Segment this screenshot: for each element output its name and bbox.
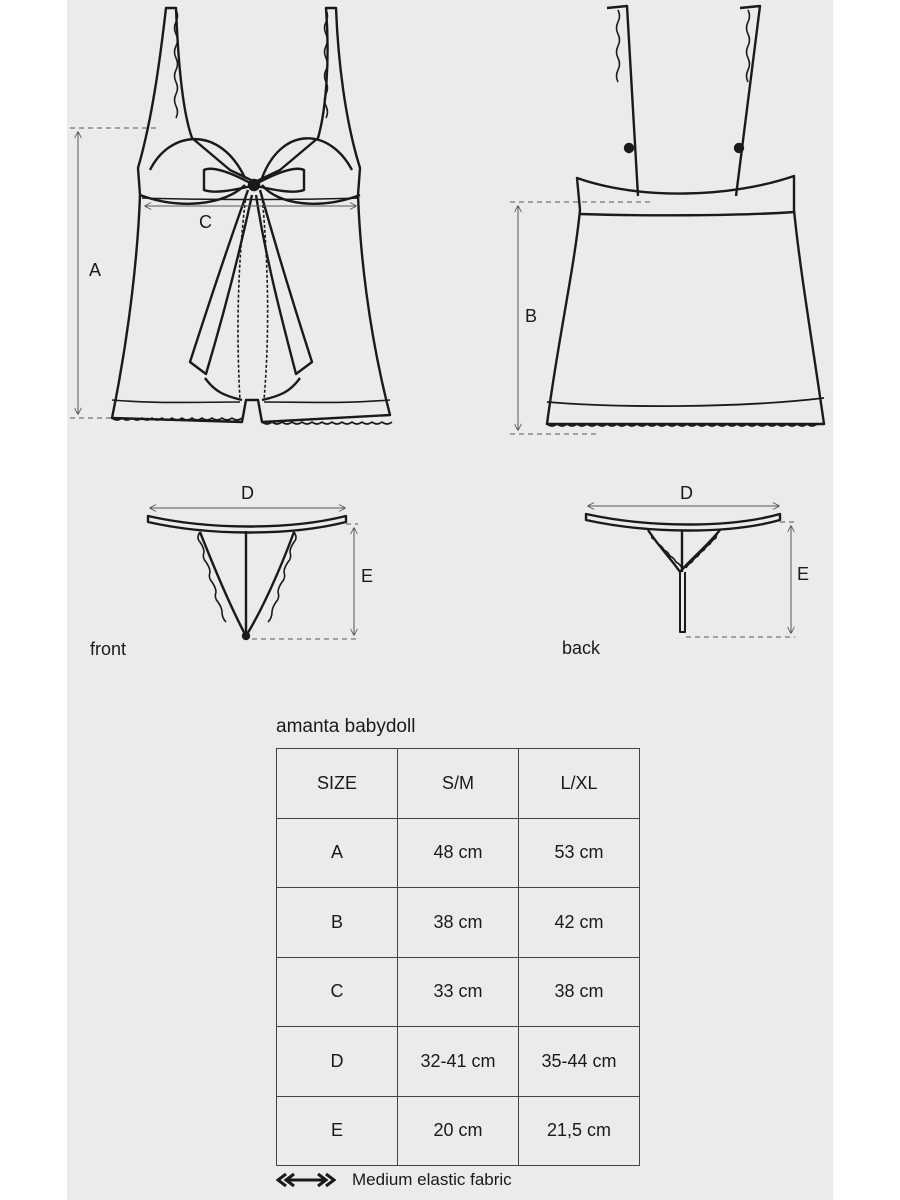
view-label-front: front bbox=[90, 639, 127, 659]
thong-front-drawing bbox=[148, 516, 346, 639]
product-title: amanta babydoll bbox=[276, 716, 416, 737]
header-cell: SIZE bbox=[277, 749, 398, 819]
thong-back-drawing bbox=[586, 514, 780, 632]
dimension-label-d-back: D bbox=[680, 483, 693, 503]
table-row bbox=[277, 888, 640, 958]
header-cell: S/M bbox=[398, 749, 519, 819]
size-chart-table bbox=[276, 748, 640, 1166]
table-cell: 33 cm bbox=[398, 957, 519, 1027]
table-cell: 48 cm bbox=[398, 818, 519, 888]
table-cell: C bbox=[277, 957, 398, 1027]
view-label-back: back bbox=[562, 638, 601, 658]
table-cell: 35-44 cm bbox=[519, 1027, 640, 1097]
table-cell: 38 cm bbox=[398, 888, 519, 958]
table-cell: 20 cm bbox=[398, 1096, 519, 1166]
table-cell: 32-41 cm bbox=[398, 1027, 519, 1097]
table-row bbox=[277, 957, 640, 1027]
dimension-label-b: B bbox=[525, 306, 538, 326]
stretch-arrows-icon bbox=[276, 1172, 336, 1188]
table-cell: D bbox=[277, 1027, 398, 1097]
table-row bbox=[277, 1096, 640, 1166]
table-row bbox=[277, 1027, 640, 1097]
table-cell: A bbox=[277, 818, 398, 888]
table-cell: 53 cm bbox=[519, 818, 640, 888]
table-cell: E bbox=[277, 1096, 398, 1166]
babydoll-front-drawing bbox=[112, 8, 392, 424]
table-cell: 38 cm bbox=[519, 957, 640, 1027]
dimension-label-a: A bbox=[89, 260, 102, 280]
fabric-text: Medium elastic fabric bbox=[352, 1170, 512, 1189]
table-cell: 42 cm bbox=[519, 888, 640, 958]
dimension-label-e-back: E bbox=[797, 564, 810, 584]
table-cell: 21,5 cm bbox=[519, 1096, 640, 1166]
dimension-label-e-front: E bbox=[361, 566, 374, 586]
babydoll-back-drawing bbox=[547, 6, 824, 426]
header-cell: L/XL bbox=[519, 749, 640, 819]
table-cell: B bbox=[277, 888, 398, 958]
table-row bbox=[277, 818, 640, 888]
fabric-elasticity-note bbox=[276, 1170, 512, 1190]
dimension-label-d-front: D bbox=[241, 483, 254, 503]
front-dimension-guides bbox=[70, 128, 356, 418]
dimension-label-c: C bbox=[199, 212, 212, 232]
table-header-row bbox=[277, 749, 640, 819]
